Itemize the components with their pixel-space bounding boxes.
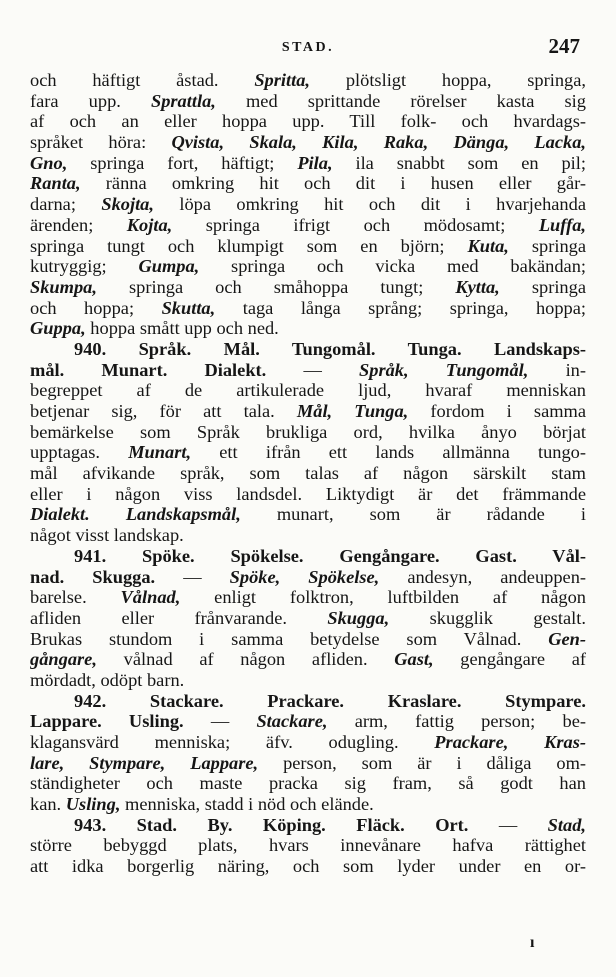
- text-line: [30, 629, 586, 650]
- text-line: [30, 422, 586, 443]
- text-run: [90, 504, 126, 524]
- text-run: gengångare af: [433, 649, 586, 670]
- text-line: [30, 277, 586, 298]
- text-run: mördadt, odöpt barn.: [30, 669, 185, 690]
- text-line: [30, 835, 586, 856]
- text-line: [30, 649, 586, 670]
- text-line: [30, 546, 586, 567]
- headword: Landskapsmål,: [125, 504, 241, 525]
- text-run: springa och småhoppa tungt;: [96, 276, 456, 297]
- text-run: och häftigt åstad.: [30, 70, 255, 90]
- text-line: [30, 111, 586, 132]
- text-line: [30, 215, 586, 236]
- headword: Pila,: [297, 152, 333, 173]
- text-run: ett ifrån ett lands allmänna tungo-: [191, 442, 586, 463]
- text-run: större bebyggd plats, hvars innevånare hafva rättighet: [30, 835, 586, 856]
- headword: Skojta,: [101, 194, 154, 215]
- text-run: löpa omkring hit och dit i hvarjehanda: [153, 194, 586, 215]
- text-run: klagansvärd menniska; äfv. odugling.: [30, 732, 435, 752]
- text-line: [30, 442, 586, 463]
- text-line: [30, 815, 586, 836]
- headword: Spritta,: [254, 70, 311, 90]
- text-run: springa ifrigt och mödosamt;: [172, 214, 539, 235]
- text-run: darna;: [30, 194, 102, 215]
- text-line: [30, 339, 586, 360]
- headword: Spöke, Spökelse,: [229, 566, 380, 587]
- headword: Skumpa,: [30, 276, 97, 297]
- text-run: ärenden;: [30, 214, 127, 235]
- text-line: [30, 194, 586, 215]
- headword: Skugga,: [327, 607, 390, 628]
- text-run: ränna omkring hit och dit i husen eller går-: [80, 173, 586, 194]
- text-run: begreppet af de artikulerade ljud, hvaraf menniskan: [30, 380, 586, 401]
- text-line: [30, 856, 586, 877]
- text-run: person, som är i dåliga om-: [258, 752, 586, 773]
- page-number: 247: [548, 34, 580, 58]
- headword: Luffa,: [538, 214, 586, 235]
- page-header: [30, 34, 586, 64]
- headword: Språk, Tungomål,: [359, 359, 529, 380]
- text-run: afliden eller frånvarande.: [30, 607, 328, 628]
- headword: Stackare,: [256, 711, 328, 732]
- headword: Guppa,: [30, 318, 86, 339]
- text-line: [30, 691, 586, 712]
- text-line: [30, 463, 586, 484]
- text-line: [30, 484, 586, 505]
- headword: Prackare, Kras-: [434, 732, 586, 752]
- text-run: skugglik gestalt.: [389, 607, 586, 628]
- headword: Gast,: [394, 649, 434, 670]
- headword: Skutta,: [161, 297, 216, 318]
- entry-heading: mål. Munart. Dialekt.: [30, 359, 267, 380]
- text-line: [30, 236, 586, 257]
- headword: Kojta,: [126, 214, 173, 235]
- text-run: betjenar sig, för att tala.: [30, 401, 297, 421]
- text-run: springa fort, häftigt;: [67, 152, 298, 173]
- text-run: hoppa smått upp och ned.: [85, 318, 279, 339]
- text-run: springa och vicka med bakändan;: [199, 256, 586, 277]
- text-run: barelse.: [30, 587, 121, 608]
- text-run: vålnad af någon afliden.: [96, 649, 395, 670]
- headword: Sprattla,: [150, 90, 216, 111]
- entry-heading: Lappare. Usling.: [30, 711, 184, 732]
- text-run: upptagas.: [30, 442, 129, 463]
- text-run: plötsligt hoppa, springa,: [310, 70, 586, 90]
- text-run: in-: [528, 359, 586, 380]
- text-run: ständigheter och maste pracka sig fram, så godt han: [30, 773, 586, 794]
- text-run: kutryggig;: [30, 256, 139, 277]
- entry-heading: 940. Språk. Mål. Tungomål. Tunga. Landskaps-: [74, 338, 586, 359]
- text-run: mål afvikande språk, som talas af någon särskilt stam: [30, 463, 586, 484]
- entry-heading: 942. Stackare. Prackare. Kraslare. Stympare.: [74, 690, 586, 711]
- text-line: [30, 70, 586, 91]
- entry-heading: 943. Stad. By. Köping. Fläck. Ort.: [74, 814, 469, 835]
- text-run: bemärkelse som Språk brukliga ord, hvilka ånyo börjat: [30, 421, 586, 442]
- text-run: kan.: [30, 794, 66, 815]
- text-run: och hoppa;: [30, 297, 162, 318]
- text-run: af och an eller hoppa upp. Till folk- och hvardags-: [30, 111, 586, 132]
- text-run: fordom i samma: [408, 401, 586, 421]
- text-line: [30, 670, 586, 691]
- text-line: [30, 91, 586, 112]
- headword: Vålnad,: [120, 587, 181, 608]
- body-text: [30, 70, 586, 877]
- headword: Gumpa,: [138, 256, 200, 277]
- text-line: [30, 753, 586, 774]
- text-line: [30, 608, 586, 629]
- text-line: [30, 318, 586, 339]
- text-run: Brukas stundom i samma betydelse som Vålnad.: [30, 628, 549, 649]
- text-line: [30, 298, 586, 319]
- text-line: [30, 173, 586, 194]
- text-run: språket höra:: [30, 132, 172, 153]
- headword: Gen-: [548, 628, 586, 649]
- running-head: STAD.: [281, 40, 335, 55]
- text-line: [30, 711, 586, 732]
- text-line: [30, 525, 586, 546]
- text-run: enligt folktron, luftbilden af någon: [180, 587, 586, 608]
- text-run: —: [468, 814, 548, 835]
- text-run: —: [266, 359, 360, 380]
- headword: gångare,: [30, 649, 97, 670]
- text-line: [30, 380, 586, 401]
- text-run: eller i någon viss landsdel. Liktydigt är det främmande: [30, 483, 586, 504]
- headword: Dialekt.: [30, 504, 90, 525]
- text-run: springa: [508, 235, 586, 256]
- text-line: [30, 567, 586, 588]
- text-run: taga långa språng; springa, hoppa;: [215, 297, 586, 318]
- headword: Mål, Tunga,: [296, 401, 409, 421]
- text-line: [30, 360, 586, 381]
- text-run: —: [155, 566, 230, 587]
- headword: lare, Stympare, Lappare,: [30, 752, 259, 773]
- text-run: ila snabbt som en pil;: [332, 152, 586, 173]
- text-line: [30, 773, 586, 794]
- text-run: —: [183, 711, 257, 732]
- text-run: något visst landskap.: [30, 525, 184, 546]
- entry-heading: 941. Spöke. Spökelse. Gengångare. Gast. Vål-: [74, 545, 586, 566]
- text-run: munart, som är rådande i: [240, 504, 586, 525]
- text-line: [30, 153, 586, 174]
- headword: Qvista, Skala, Kila, Raka, Dänga, Lacka,: [171, 132, 586, 153]
- text-run: springa tungt och klumpigt som en björn;: [30, 235, 468, 256]
- text-run: med sprittande rörelser kasta sig: [215, 90, 586, 111]
- page-mark: ı: [530, 934, 535, 951]
- headword: Stad,: [547, 814, 586, 835]
- headword: Gno,: [30, 152, 68, 173]
- text-run: springa: [499, 276, 586, 297]
- text-run: arm, fattig person; be-: [327, 711, 586, 732]
- headword: Ranta,: [30, 173, 81, 194]
- headword: Kytta,: [455, 276, 500, 297]
- text-line: [30, 401, 586, 422]
- text-line: [30, 256, 586, 277]
- entry-heading: nad. Skugga.: [30, 566, 156, 587]
- headword: Kuta,: [467, 235, 509, 256]
- text-run: andesyn, andeuppen-: [379, 566, 586, 587]
- headword: Munart,: [128, 442, 192, 463]
- text-line: [30, 587, 586, 608]
- text-line: [30, 132, 586, 153]
- text-line: [30, 794, 586, 815]
- text-line: [30, 732, 586, 753]
- text-run: menniska, stadd i nöd och elände.: [120, 794, 374, 815]
- text-run: fara upp.: [30, 90, 151, 111]
- text-run: att idka borgerlig näring, och som lyder under en or-: [30, 856, 586, 877]
- text-line: [30, 504, 586, 525]
- headword: Usling,: [65, 794, 121, 815]
